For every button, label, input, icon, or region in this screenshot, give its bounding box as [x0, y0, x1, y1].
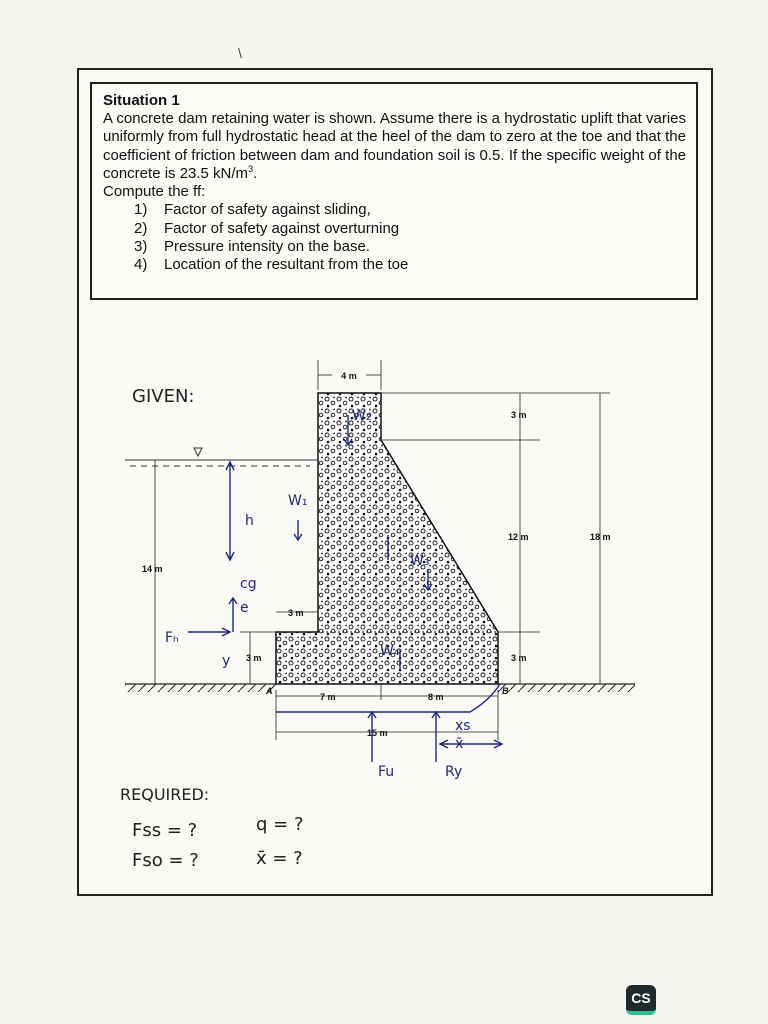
- dim-right-top: 3 m: [511, 410, 527, 420]
- label-x-bar: x̄: [455, 736, 464, 752]
- problem-title: Situation 1: [103, 92, 180, 109]
- given-label: GIVEN:: [132, 386, 195, 407]
- camscanner-logo: CS: [626, 985, 656, 1015]
- label-h-bar: h: [245, 513, 254, 529]
- ground-left: [125, 684, 276, 692]
- problem-text: A concrete dam retaining water is shown. Assume there is a hydrostatic uplift that varies uniformly from full hydrostatic head at the heel of the dam to zero at the toe and that the coefficient of friction between dam and foundation soil is 0.5. If the specific weight of the concrete is 23.5 $kN/m^3$.: [103, 110, 686, 182]
- list-item: 4) Location of the resultant from the toe: [134, 256, 409, 274]
- stray-pen-mark: \: [238, 45, 242, 61]
- dim-right-mid: 12 m: [508, 532, 529, 542]
- label-w2: W₂: [352, 408, 372, 424]
- point-a-label: A: [266, 686, 273, 696]
- dim-top-width: 4 m: [341, 371, 357, 381]
- label-fu: Fu: [378, 764, 395, 780]
- dim-base-left: 7 m: [320, 692, 336, 702]
- required-fss: Fss = ?: [132, 820, 198, 841]
- label-w1: W₁: [288, 493, 308, 509]
- label-w3: W₃: [410, 553, 430, 569]
- dim-heel-ext: 3 m: [288, 608, 304, 618]
- water-level-triangle: [194, 448, 202, 456]
- label-ry: Ry: [445, 764, 463, 780]
- dim-water-depth: 14 m: [142, 564, 163, 574]
- list-item: 2) Factor of safety against overturning: [134, 219, 400, 237]
- label-fh: Fₕ: [165, 630, 179, 646]
- dim-base-total: 15 m: [367, 728, 388, 738]
- label-w4: W₄: [380, 643, 400, 659]
- label-e: e: [240, 600, 249, 616]
- required-xbar: x̄ = ?: [256, 848, 303, 869]
- required-section: [120, 785, 304, 871]
- label-y-bar: y: [222, 653, 231, 669]
- dim-heel-height: 3 m: [246, 653, 262, 663]
- label-xs: xs: [455, 718, 471, 734]
- label-cg: cg: [240, 576, 257, 592]
- list-item: 3) Pressure intensity on the base.: [134, 238, 370, 256]
- dim-base-right: 8 m: [428, 692, 444, 702]
- point-b-label: B: [502, 686, 509, 696]
- required-q: q = ?: [256, 814, 304, 835]
- dam-body: [276, 393, 498, 684]
- compute-label: Compute the ff:: [103, 183, 206, 201]
- required-label: REQUIRED:: [120, 785, 210, 804]
- required-fso: Fso = ?: [132, 850, 199, 871]
- dim-right-bot: 3 m: [511, 653, 527, 663]
- ground-right: [498, 684, 635, 692]
- dim-total-height: 18 m: [590, 532, 611, 542]
- list-item: 1) Factor of safety against sliding,: [134, 201, 371, 219]
